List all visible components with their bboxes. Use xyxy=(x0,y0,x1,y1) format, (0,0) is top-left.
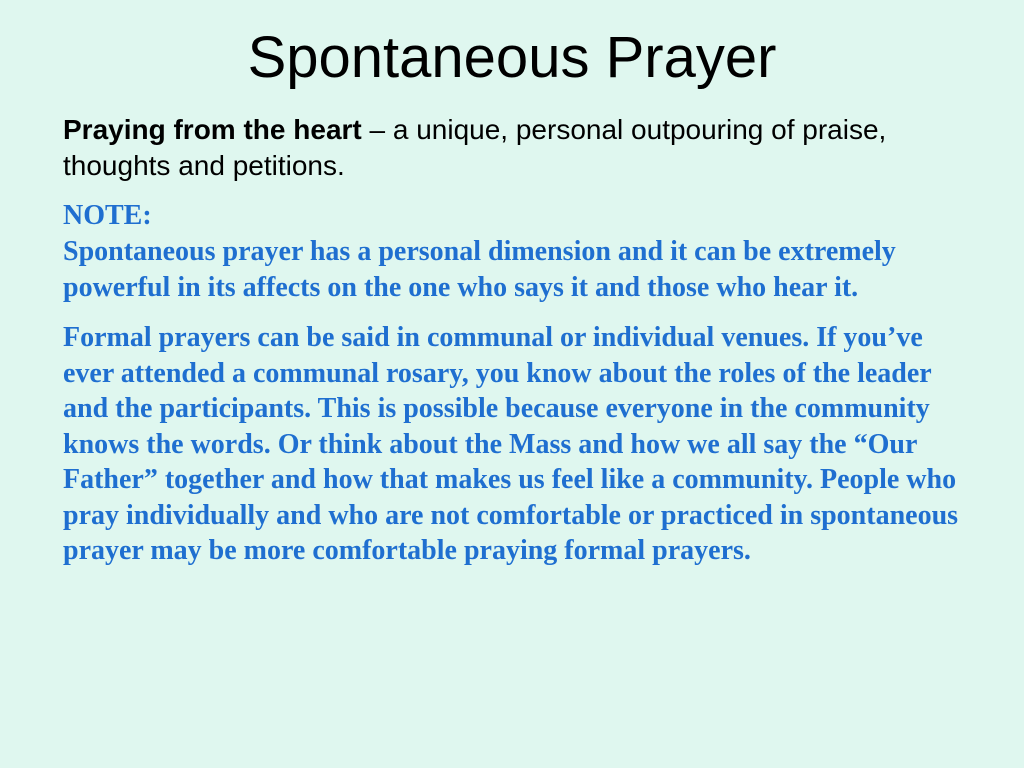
note-label: NOTE: xyxy=(63,200,152,231)
slide-title: Spontaneous Prayer xyxy=(247,25,777,90)
intro-definition: – a unique, personal outpouring of praise, thoughts and petitions. xyxy=(63,114,887,181)
slide-body xyxy=(63,112,973,569)
formal-prayers-paragraph: Formal prayers can be said in communal or individual venues. If you’ve ever attended a communal rosary, you know about the roles of the leader and the participants. This is possible because everyone in the community knows the words. Or think about the Mass and how we all say the “Our Father” together and how that makes us feel like a community. People who pray individually and who are not comfortable or practiced in spontaneous prayer may be more comfortable praying formal prayers. xyxy=(63,322,959,566)
intro-term: Praying from the heart xyxy=(63,114,362,145)
intro-paragraph xyxy=(63,112,973,184)
note-text: Spontaneous prayer has a personal dimension and it can be extremely powerful in its affects on the one who says it and those who hear it. xyxy=(63,236,896,303)
note-paragraph xyxy=(63,198,973,306)
